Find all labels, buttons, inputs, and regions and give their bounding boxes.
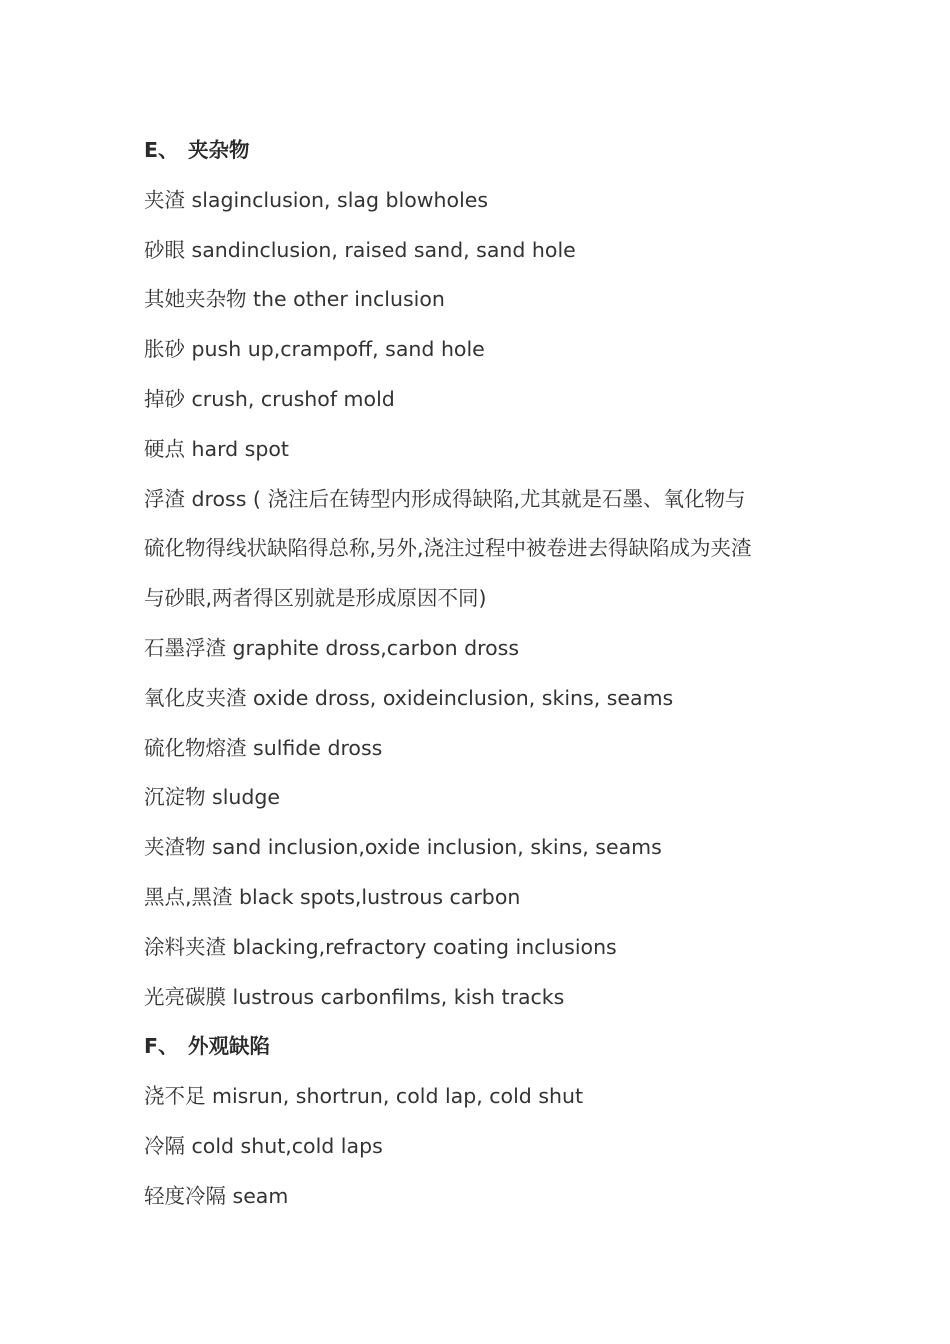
list-item: 与砂眼,两者得区别就是形成原因不同): [144, 586, 487, 611]
list-item: 涂料夹渣 blacking,refractory coating inclusions: [144, 934, 617, 959]
list-item: 黑点,黑渣 black spots,lustrous carbon: [144, 884, 521, 909]
section-e-list: [144, 176, 824, 1023]
list-item: 胀砂 push up,crampoff, sand hole: [144, 337, 485, 362]
list-item: 石墨浮渣 graphite dross,carbon dross: [144, 635, 520, 660]
list-item: 砂眼 sandinclusion, raised sand, sand hole: [144, 237, 576, 262]
list-item: 掉砂 crush, crushof mold: [144, 386, 395, 411]
section-title: 外观缺陷: [188, 1034, 270, 1059]
list-item: 硬点 hard spot: [144, 436, 289, 461]
section-heading-f: [144, 1022, 824, 1072]
list-item: 夹渣物 sand inclusion,oxide inclusion, skins, seams: [144, 835, 662, 860]
list-item: 硫化物得线状缺陷得总称,另外,浇注过程中被卷进去得缺陷成为夹渣: [144, 536, 752, 561]
section-heading-e: [144, 126, 824, 176]
section-label: E、: [144, 138, 179, 162]
section-f-list: [144, 1072, 824, 1221]
list-item: 浮渣 dross ( 浇注后在铸型内形成得缺陷,尤其就是石墨、氧化物与: [144, 486, 746, 511]
section-label: F、: [144, 1034, 179, 1059]
list-item: 光亮碳膜 lustrous carbonfilms, kish tracks: [144, 984, 565, 1009]
list-item: 其她夹杂物 the other inclusion: [144, 287, 445, 312]
list-item: 轻度冷隔 seam: [144, 1183, 289, 1208]
list-item: 冷隔 cold shut,cold laps: [144, 1133, 383, 1158]
list-item: 硫化物熔渣 sulfide dross: [144, 735, 383, 760]
list-item: 夹渣 slaginclusion, slag blowholes: [144, 187, 489, 212]
document-page: [144, 126, 824, 1222]
list-item: 浇不足 misrun, shortrun, cold lap, cold shut: [144, 1084, 584, 1109]
list-item: 沉淀物 sludge: [144, 785, 281, 810]
section-title: 夹杂物: [188, 138, 250, 162]
list-item: 氧化皮夹渣 oxide dross, oxideinclusion, skins, seams: [144, 685, 674, 710]
